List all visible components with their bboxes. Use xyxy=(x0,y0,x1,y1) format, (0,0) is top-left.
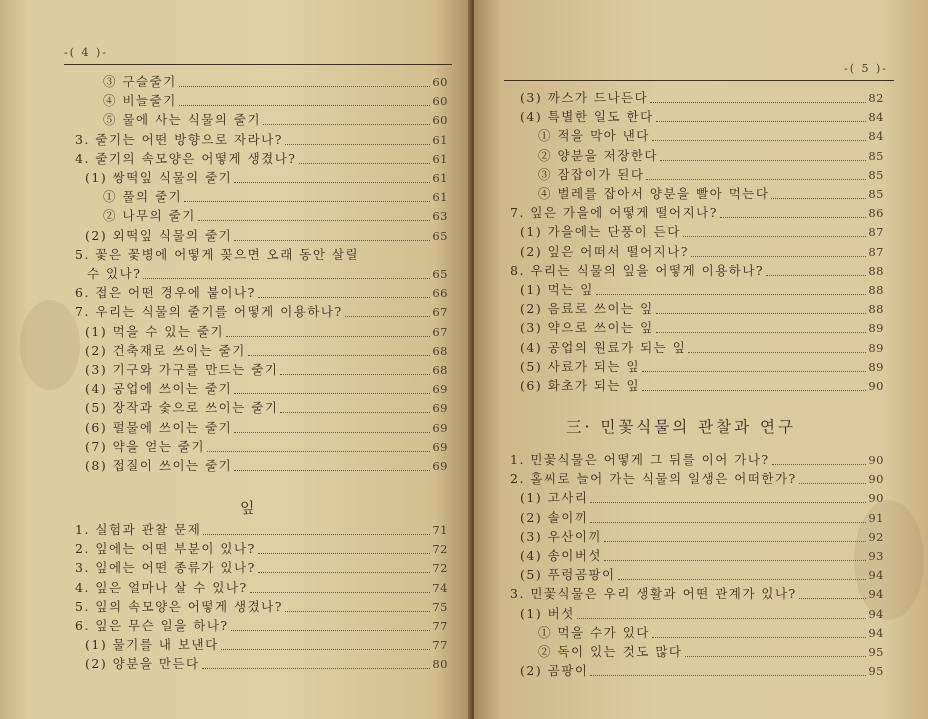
dot-leader xyxy=(590,666,866,676)
toc-entry xyxy=(85,420,448,436)
toc-entry xyxy=(75,304,448,320)
toc-entry-label: ① 적을 막아 낸다 xyxy=(538,128,650,144)
toc-entry xyxy=(520,663,884,679)
toc-entry-label: (7) 약을 얻는 줄기 xyxy=(85,438,206,454)
toc-entry xyxy=(520,282,884,298)
toc-entry-label: (1) 고사리 xyxy=(520,490,589,506)
toc-entry xyxy=(520,606,884,622)
section-heading: 三· 민꽃식물의 관찰과 연구 xyxy=(566,418,796,436)
toc-entry-page: 69 xyxy=(432,401,448,416)
toc-entry-page: 94 xyxy=(868,587,884,602)
toc-entry-page: 75 xyxy=(432,599,448,614)
toc-entry-page: 94 xyxy=(868,625,884,640)
toc-entry-label: (2) 양분을 만든다 xyxy=(85,656,200,672)
toc-entry-page: 89 xyxy=(868,321,884,336)
dot-leader xyxy=(143,269,430,279)
toc-entry xyxy=(520,548,884,564)
toc-entry-label: 1. 실험과 관찰 문제 xyxy=(75,522,202,537)
dot-leader xyxy=(258,288,431,298)
dot-leader xyxy=(642,381,866,391)
right-page xyxy=(474,0,928,719)
dot-leader xyxy=(198,211,431,221)
toc-entry-label: ② 나무의 줄기 xyxy=(103,208,196,224)
toc-entry xyxy=(85,228,448,244)
toc-entry-label: 3. 줄기는 어떤 방향으로 자라나? xyxy=(75,131,283,147)
toc-entry-page: 84 xyxy=(868,110,884,125)
toc-entry xyxy=(85,170,448,186)
toc-entry xyxy=(520,90,884,106)
toc-entry-page: 88 xyxy=(868,302,884,317)
toc-entry xyxy=(75,247,359,263)
toc-entry-page: 69 xyxy=(432,420,448,435)
toc-entry-label: (5) 푸렁곰팡이 xyxy=(520,567,616,583)
dot-leader xyxy=(688,343,866,353)
dot-leader xyxy=(656,323,867,333)
toc-entry-label: 3. 잎에는 어떤 종류가 있나? xyxy=(75,560,256,576)
toc-entry-page: 69 xyxy=(432,459,448,473)
toc-entry-page: 85 xyxy=(868,148,884,163)
toc-entry-label: (2) 음료로 쓰이는 잎 xyxy=(520,301,654,317)
header-rule xyxy=(504,80,894,81)
dot-leader xyxy=(772,455,867,465)
dot-leader xyxy=(226,327,430,337)
paper-stain xyxy=(20,300,80,390)
dot-leader xyxy=(221,640,431,650)
toc-entry-label: ④ 비늘줄기 xyxy=(103,93,177,109)
toc-entry-label: (3) 우산이끼 xyxy=(520,528,602,544)
dot-leader xyxy=(285,602,430,612)
toc-entry-label: (2) 솔이끼 xyxy=(520,509,589,525)
toc-entry-label: (4) 공업의 원료가 되는 잎 xyxy=(520,339,687,355)
toc-entry xyxy=(85,637,448,653)
toc-entry-page: 89 xyxy=(868,340,884,355)
toc-entry-page: 90 xyxy=(868,453,884,467)
dot-leader xyxy=(656,304,867,314)
toc-entry-label: 3. 민꽃식물은 우리 생활과 어떤 관계가 있나? xyxy=(510,586,797,602)
page-number: -( 4 )- xyxy=(64,46,109,59)
toc-entry-label: (2) 곰팡이 xyxy=(520,663,589,679)
toc-entry xyxy=(85,381,448,397)
toc-entry-label: 6. 접은 어떤 경우에 붙이나? xyxy=(75,285,256,301)
dot-leader xyxy=(179,77,431,87)
toc-entry xyxy=(520,340,884,356)
toc-entry-page: 77 xyxy=(432,638,448,653)
toc-entry-page: 91 xyxy=(868,510,884,525)
dot-leader xyxy=(646,170,866,180)
toc-entry-label: ③ 잠잡이가 된다 xyxy=(538,166,645,182)
dot-leader xyxy=(299,154,431,164)
toc-entry-page: 61 xyxy=(432,190,448,205)
toc-entry-label: (2) 잎은 어떠서 떨어지나? xyxy=(520,243,690,259)
toc-entry xyxy=(520,320,884,336)
toc-entry xyxy=(103,112,448,128)
toc-entry-page: 68 xyxy=(432,363,448,377)
dot-leader xyxy=(184,192,430,202)
toc-entry-page: 61 xyxy=(432,151,448,166)
toc-entry xyxy=(75,522,448,538)
dot-leader xyxy=(799,474,867,484)
toc-entry-page: 87 xyxy=(868,244,884,259)
toc-entry-label: ④ 벌레를 잡아서 양분을 빨아 먹는다 xyxy=(538,186,770,201)
toc-entry-label: (4) 공업에 쓰이는 줄기 xyxy=(85,381,233,397)
toc-entry-page: 88 xyxy=(868,263,884,278)
toc-entry-label: (8) 접질이 쓰이는 줄기 xyxy=(85,458,233,473)
dot-leader xyxy=(234,423,430,433)
dot-leader xyxy=(258,563,431,573)
dot-leader xyxy=(766,266,866,276)
dot-leader xyxy=(799,589,867,599)
toc-entry xyxy=(103,189,448,205)
dot-leader xyxy=(258,544,431,554)
toc-entry-label: 수 있나? xyxy=(87,266,142,281)
toc-entry xyxy=(85,656,448,672)
toc-entry-page: 67 xyxy=(432,324,448,339)
toc-entry-label: ③ 구슬줄기 xyxy=(103,74,177,89)
toc-entry-page: 92 xyxy=(868,529,884,544)
dot-leader xyxy=(771,189,866,199)
toc-entry xyxy=(85,400,448,416)
dot-leader xyxy=(652,131,866,141)
toc-entry xyxy=(85,362,448,378)
toc-entry xyxy=(103,208,448,224)
toc-entry-page: 86 xyxy=(868,206,884,221)
dot-leader xyxy=(604,551,866,561)
toc-entry-label: (1) 쌍떡잎 식물의 줄기 xyxy=(85,170,233,185)
toc-entry xyxy=(85,439,448,455)
toc-entry-label: 8. 우리는 식물의 잎을 어떻게 이용하나? xyxy=(510,262,765,278)
toc-entry-label: (5) 장작과 숯으로 쓰이는 줄기 xyxy=(85,400,279,416)
toc-entry-page: 90 xyxy=(868,491,884,506)
toc-entry-page: 94 xyxy=(868,606,884,621)
toc-entry-label: (4) 송이버섯 xyxy=(520,548,602,563)
toc-entry xyxy=(538,128,884,144)
toc-entry-page: 60 xyxy=(432,94,448,109)
toc-entry xyxy=(538,186,884,202)
toc-entry-label: 1. 민꽃식물은 어떻게 그 뒤를 이어 가나? xyxy=(510,452,770,467)
dot-leader xyxy=(234,461,430,471)
toc-entry-label: 2. 홀씨로 늘어 가는 식물의 일생은 어떠한가? xyxy=(510,471,797,487)
toc-entry-label: (1) 버섯 xyxy=(520,605,575,621)
toc-entry-page: 68 xyxy=(432,343,448,358)
toc-entry-page: 60 xyxy=(432,113,448,128)
dot-leader xyxy=(207,442,430,452)
toc-entry xyxy=(538,167,884,183)
toc-entry xyxy=(85,458,448,474)
toc-entry-page: 69 xyxy=(432,439,448,454)
toc-entry-label: 2. 잎에는 어떤 부분이 있나? xyxy=(75,541,256,557)
dot-leader xyxy=(179,96,431,106)
toc-entry-page: 94 xyxy=(868,568,884,583)
toc-entry xyxy=(520,567,884,583)
header-rule xyxy=(64,64,452,65)
dot-leader xyxy=(234,231,430,241)
toc-entry xyxy=(520,224,884,240)
toc-entry-page: 87 xyxy=(868,225,884,240)
dot-leader xyxy=(590,513,866,523)
toc-entry xyxy=(103,74,448,90)
toc-entry xyxy=(520,510,884,526)
toc-entry-page: 72 xyxy=(432,561,448,576)
toc-entry-page: 65 xyxy=(432,228,448,243)
toc-entry xyxy=(520,490,884,506)
toc-entry xyxy=(103,93,448,109)
toc-entry-label: 5. 잎의 속모양은 어떻게 생겼나? xyxy=(75,598,283,614)
dot-leader xyxy=(203,525,430,535)
toc-entry-page: 65 xyxy=(432,267,448,281)
toc-entry-page: 77 xyxy=(432,619,448,633)
dot-leader xyxy=(685,647,867,657)
toc-entry xyxy=(538,625,884,641)
toc-entry xyxy=(520,301,884,317)
dot-leader xyxy=(652,628,866,638)
dot-leader xyxy=(720,208,866,218)
toc-entry-label: (3) 약으로 쓰이는 잎 xyxy=(520,320,654,336)
toc-entry xyxy=(538,148,884,164)
dot-leader xyxy=(280,403,430,413)
section-heading: 잎 xyxy=(240,499,258,517)
toc-entry-page: 85 xyxy=(868,187,884,201)
toc-entry-page: 67 xyxy=(432,305,448,320)
toc-entry-label: ① 먹을 수가 있다 xyxy=(538,624,650,640)
dot-leader xyxy=(683,227,867,237)
dot-leader xyxy=(590,493,866,503)
dot-leader xyxy=(618,570,867,580)
dot-leader xyxy=(660,151,866,161)
toc-entry-label: (1) 먹을 수 있는 줄기 xyxy=(85,323,225,339)
toc-entry xyxy=(75,599,448,615)
toc-entry-label: (4) 특별한 일도 한다 xyxy=(520,109,654,125)
toc-entry xyxy=(75,285,448,301)
toc-entry-label: ⑤ 물에 사는 식물의 줄기 xyxy=(103,112,262,128)
toc-entry-label: (6) 화초가 되는 잎 xyxy=(520,378,641,393)
toc-entry-page: 90 xyxy=(868,472,884,487)
toc-entry xyxy=(510,263,884,279)
toc-entry-page: 61 xyxy=(432,171,448,185)
dot-leader xyxy=(234,173,430,183)
toc-entry-label: 7. 우리는 식물의 줄기를 어떻게 이용하나? xyxy=(75,304,343,320)
dot-leader xyxy=(263,115,430,125)
toc-entry-label: (2) 외떡잎 식물의 줄기 xyxy=(85,227,233,243)
toc-entry xyxy=(538,644,884,660)
toc-entry-page: 95 xyxy=(868,645,884,659)
toc-entry-page: 72 xyxy=(432,542,448,557)
toc-entry-label: (1) 먹는 잎 xyxy=(520,282,594,297)
toc-entry xyxy=(510,452,884,468)
toc-entry-label: 5. 꽃은 꽃병에 어떻게 꽂으면 오래 동안 살릴 xyxy=(75,246,360,262)
toc-entry-label: (3) 까스가 드나든다 xyxy=(520,90,649,105)
toc-entry xyxy=(520,359,884,375)
toc-entry-page: 95 xyxy=(868,664,884,679)
toc-entry-label: 4. 줄기의 속모양은 어떻게 생겼나? xyxy=(75,150,297,166)
toc-entry-label: ② 독이 있는 것도 많다 xyxy=(538,644,683,659)
dot-leader xyxy=(596,285,866,295)
toc-entry xyxy=(75,541,448,557)
toc-entry xyxy=(510,586,884,602)
dot-leader xyxy=(234,384,430,394)
toc-entry-page: 74 xyxy=(432,580,448,595)
toc-entry-page: 89 xyxy=(868,359,884,374)
dot-leader xyxy=(248,346,431,356)
page-number: -( 5 )- xyxy=(844,62,889,75)
toc-entry xyxy=(85,324,448,340)
toc-entry xyxy=(75,580,448,596)
toc-entry-label: 6. 잎은 무슨 일을 하나? xyxy=(75,618,229,633)
dot-leader xyxy=(285,135,430,145)
toc-entry-page: 85 xyxy=(868,167,884,182)
dot-leader xyxy=(250,583,431,593)
toc-entry-page: 93 xyxy=(868,549,884,563)
toc-entry-label: ② 양분을 저장한다 xyxy=(538,147,658,163)
toc-entry xyxy=(75,132,448,148)
toc-entry-page: 88 xyxy=(868,283,884,297)
toc-entry xyxy=(87,266,448,282)
dot-leader xyxy=(656,112,867,122)
toc-entry-label: 7. 잎은 가을에 어떻게 떨어지나? xyxy=(510,205,718,221)
dot-leader xyxy=(577,609,867,619)
dot-leader xyxy=(280,365,430,375)
toc-entry-page: 66 xyxy=(432,286,448,301)
toc-entry xyxy=(85,343,448,359)
toc-entry-page: 69 xyxy=(432,382,448,397)
dot-leader xyxy=(202,659,431,669)
toc-entry xyxy=(75,560,448,576)
dot-leader xyxy=(231,621,431,631)
toc-entry-label: (2) 건축재로 쓰이는 줄기 xyxy=(85,342,246,358)
toc-entry-page: 71 xyxy=(432,523,448,537)
toc-entry xyxy=(75,151,448,167)
toc-entry-label: (3) 기구와 가구를 만드는 줄기 xyxy=(85,362,279,377)
toc-entry xyxy=(520,244,884,260)
dot-leader xyxy=(650,93,866,103)
toc-entry-label: (5) 사료가 되는 잎 xyxy=(520,358,641,374)
toc-entry-label: 4. 잎은 얼마나 살 수 있나? xyxy=(75,579,248,595)
toc-entry xyxy=(520,529,884,545)
toc-entry-page: 63 xyxy=(432,209,448,224)
toc-entry-page: 60 xyxy=(432,75,448,89)
dot-leader xyxy=(691,247,866,257)
toc-entry xyxy=(510,471,884,487)
toc-entry-page: 61 xyxy=(432,132,448,147)
toc-entry xyxy=(510,205,884,221)
toc-entry-label: (6) 펄물에 쓰이는 줄기 xyxy=(85,419,233,435)
toc-entry-label: (1) 물기를 내 보낸다 xyxy=(85,637,219,653)
toc-entry xyxy=(75,618,448,634)
dot-leader xyxy=(604,532,866,542)
toc-entry-page: 90 xyxy=(868,379,884,393)
toc-entry-page: 82 xyxy=(868,91,884,105)
toc-entry xyxy=(520,109,884,125)
dot-leader xyxy=(345,307,431,317)
toc-entry xyxy=(520,378,884,394)
toc-entry-page: 84 xyxy=(868,129,884,144)
toc-entry-page: 80 xyxy=(432,657,448,672)
toc-entry-label: (1) 가을에는 단풍이 든다 xyxy=(520,224,681,240)
toc-entry-label: ① 풀의 줄기 xyxy=(103,189,183,205)
dot-leader xyxy=(642,362,866,372)
